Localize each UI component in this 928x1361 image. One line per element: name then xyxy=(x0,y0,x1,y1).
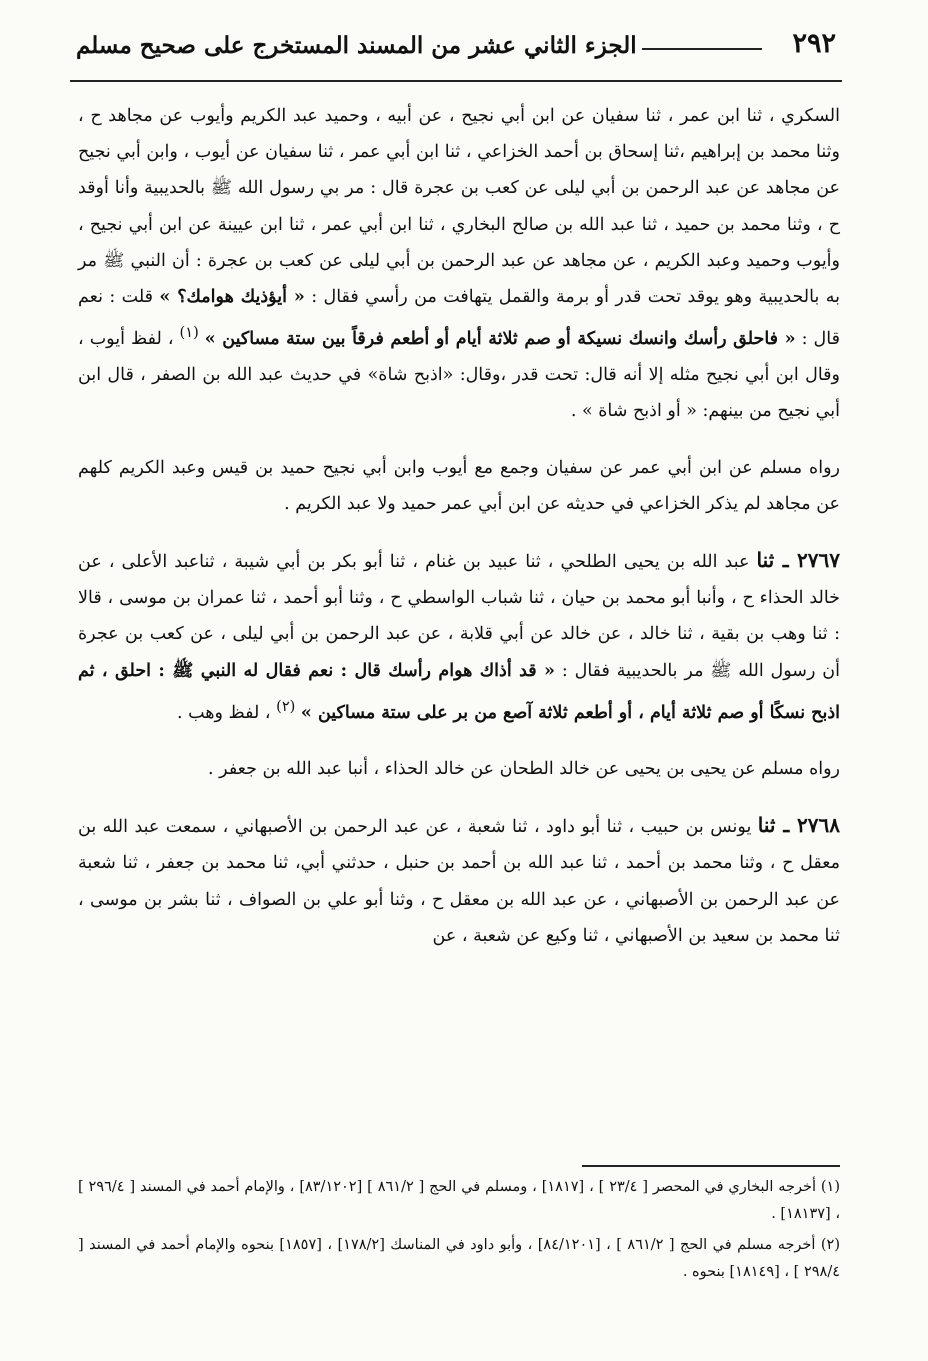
hadith-number: ٢٧٦٧ ـ ثنا xyxy=(756,548,840,573)
hadith-text: قلت : نعم قال : xyxy=(78,287,840,350)
hadith-quote: « أيؤذيك هوامك؟ » xyxy=(159,287,305,308)
page-number: ٢٩٢ xyxy=(792,28,836,59)
hadith-text: ، لفظ أيوب ، وقال ابن أبي نجيح مثله إلا أنه قال: تحت قدر ،وقال: «اذبح شاة» في حديث عبد الله بن الصفر ، قال ابن أبي نجيح من بينهم: « أو اذبح شاة » . xyxy=(78,329,840,422)
hadith-quote: « قد أذاك هوام رأسك قال : نعم فقال له النبي ﷺ : احلق ، ثم اذبح نسكًا أو صم ثلاثة أيام ، أو أطعم ثلاثة آصع من بر على ستة مساكين » xyxy=(78,660,840,723)
footnote-item: (٢) أخرجه مسلم في الحج [ ٨٦١/٢ ] ، [٨٤/١٢٠١] ، وأبو داود في المناسك [١٧٨/٢] ، [١٨٥٧] بنحوه والإمام أحمد في المسند [ ٢٩٨/٤ ] ، [١٨١٤٩] بنحوه . xyxy=(78,1237,841,1280)
hadith-quote: « فاحلق رأسك وانسك نسيكة أو صم ثلاثة أيام أو أطعم فرقاً بين ستة مساكين » xyxy=(204,329,796,350)
footnote-item: (١) أخرجه البخاري في المحصر [ ٢٣/٤ ] ، [١٨١٧] ، ومسلم في الحج [ ٨٦١/٢ ] [٨٣/١٢٠٢] ، والإمام أحمد في المسند [ ٢٩٦/٤ ] ، [١٨١٣٧] . xyxy=(78,1179,840,1222)
hadith-chain-text: السكري ، ثنا ابن عمر ، ثنا سفيان عن ابن أبي نجيح ، عن أبيه ، وحميد عبد الكريم وأيوب عن مجاهد ح ، وثنا محمد بن إبراهيم ،ثنا إسحاق بن أحمد الخزاعي ، ثنا ابن أبي عمر ، ثنا سفيان عن أيوب ، وابن أبي نجيح عن مجاهد عن عبد الرحمن بن أبي ليلى عن كعب بن عجرة قال : مر بي رسول الله ﷺ بالحديبية وأنا أوقد ح ، وثنا محمد بن حميد ، ثنا عبد الله بن صالح البخاري ، ثنا ابن أبي عمر ، ثنا ابن عيينة عن ابن أبي نجيح ، وأيوب وحميد وعبد الكريم ، عن مجاهد عن عبد الرحمن بن أبي ليلى عن كعب بن عجرة : أن النبي ﷺ مر به بالحديبية وهو يوقد تحت قدر أو برمة والقمل يتهافت من رأسي فقال : xyxy=(78,106,840,308)
page-header xyxy=(70,24,842,82)
hadith-chain-text: عبد الله بن يحيى الطلحي ، ثنا عبيد بن غنام ، ثنا أبو بكر بن أبي شيبة ، ثناعبد الأعلى ، عن خالد الحذاء ح ، وأنبا أبو محمد بن حيان ، ثنا شباب الواسطي ح ، وثنا أبو أحمد ، ثنا عمران بن موسى ، قالا : ثنا وهب بن بقية ، ثنا خالد ، عن خالد عن أبي قلابة ، عن عبد الرحمن بن أبي ليلى ، عن كعب بن عجرة أن رسول الله ﷺ مر بالحديبية فقال : xyxy=(78,552,840,681)
footnote-reference: (٢) xyxy=(276,697,296,715)
narration-note: رواه مسلم عن يحيى بن يحيى عن خالد الطحان عن خالد الحذاء ، أنبا عبد الله بن جعفر . xyxy=(208,758,840,779)
footnote-reference: (١) xyxy=(179,324,199,342)
hadith-text: ، لفظ وهب . xyxy=(176,702,271,723)
paragraph-hadith-continuation xyxy=(78,98,840,430)
running-title: الجزء الثاني عشر من المسند المستخرج على صحيح مسلم xyxy=(76,32,637,59)
hadith-2768 xyxy=(78,807,840,954)
hadith-chain-text: يونس بن حبيب ، ثنا أبو داود ، ثنا شعبة ، عن عبد الرحمن بن الأصبهاني ، سمعت عبد الله بن معقل ح ، وثنا محمد بن أحمد ، ثنا عبد الله بن أحمد بن حنبل ، حدثني أبي، ثنا محمد بن جعفر ، ثنا شعبة عن عبد الرحمن بن الأصبهاني ، عن عبد الله بن معقل ح ، وثنا أبو علي بن الصواف ، ثنا بشر بن موسى ، ثنا محمد بن سعيد بن الأصبهاني ، ثنا وكيع عن شعبة ، عن xyxy=(78,817,840,946)
footnote-separator xyxy=(582,1165,840,1167)
main-text xyxy=(78,98,840,954)
header-rule xyxy=(642,48,762,50)
hadith-number: ٢٧٦٨ ـ ثنا xyxy=(757,813,841,838)
hadith-2767 xyxy=(78,542,840,731)
footnotes xyxy=(78,1174,840,1290)
narration-note: رواه مسلم عن ابن أبي عمر عن سفيان وجمع مع أيوب وابن أبي نجيح حميد بن قيس وعبد الكريم كلهم عن مجاهد لم يذكر الخزاعي في حديثه عن ابن أبي عمر حميد ولا عبد الكريم . xyxy=(78,457,840,514)
